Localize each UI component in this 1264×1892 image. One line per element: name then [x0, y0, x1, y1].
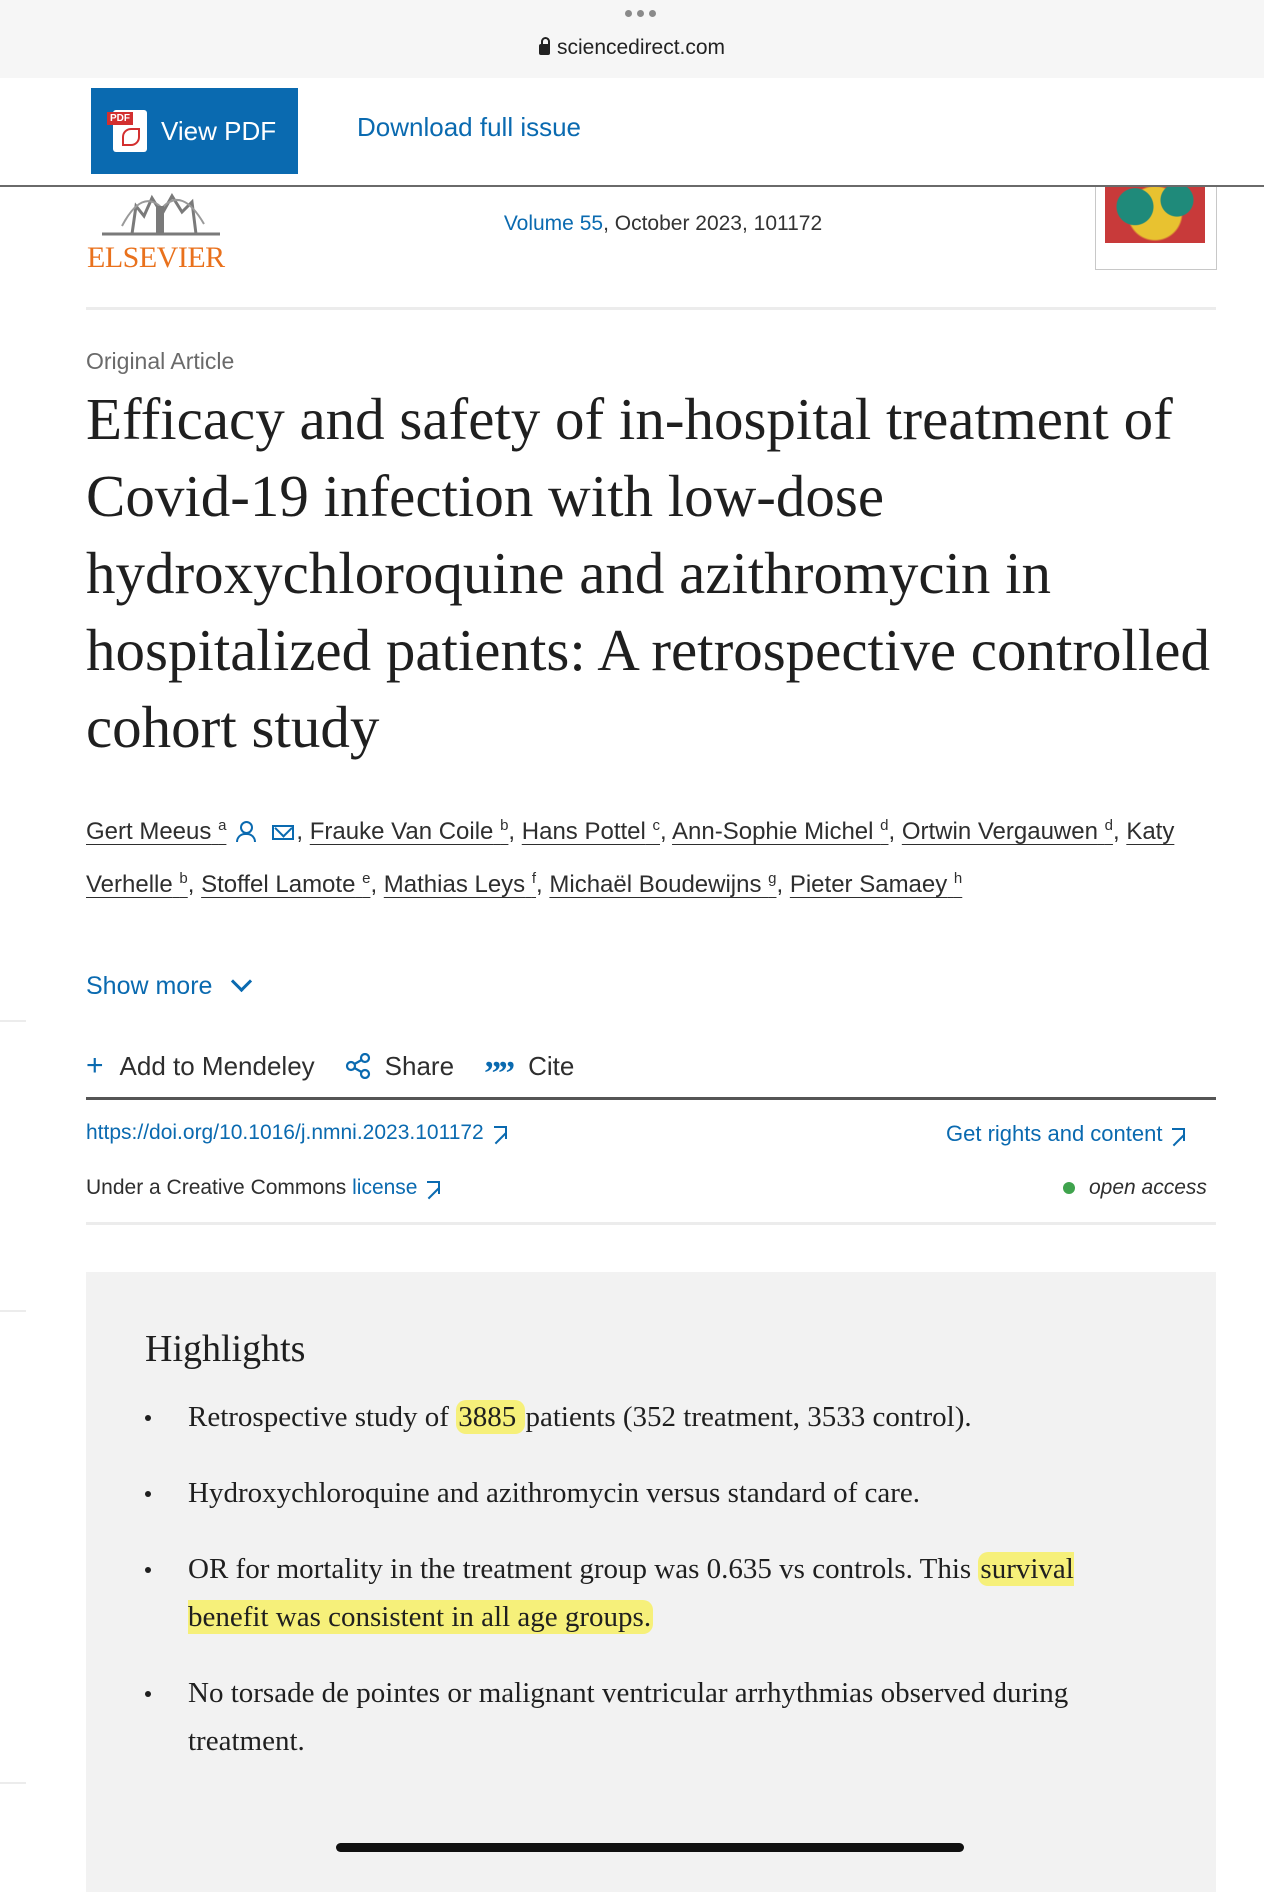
- highlighted-text: 3885: [458, 1401, 524, 1433]
- edge-divider: [0, 1782, 26, 1784]
- get-rights-link[interactable]: [946, 1121, 1185, 1147]
- share-label: Share: [384, 1050, 455, 1081]
- show-more-label: Show more: [86, 972, 213, 1000]
- highlight-text: No torsade de pointes or malignant ventricular arrhythmias observed during treatment.: [188, 1677, 1069, 1757]
- author-link[interactable]: [902, 818, 1113, 845]
- rights-text: Get rights and content: [946, 1121, 1163, 1146]
- author-affiliation: c: [652, 817, 661, 834]
- person-icon[interactable]: [236, 820, 256, 842]
- author-name: Gert Meeus: [86, 818, 212, 845]
- highlight-item: [145, 1669, 1155, 1765]
- open-access-label: open access: [1089, 1176, 1207, 1199]
- article-toolbar: [0, 78, 1264, 187]
- highlights-title: Highlights: [145, 1328, 306, 1370]
- external-link-icon: [1172, 1128, 1185, 1141]
- author-name: Hans Pottel: [521, 818, 646, 845]
- journal-cover-thumbnail[interactable]: [1095, 176, 1217, 270]
- chevron-down-icon: [231, 971, 252, 992]
- doi-text: https://doi.org/10.1016/j.nmni.2023.101172: [86, 1121, 484, 1144]
- author-link[interactable]: [790, 871, 962, 898]
- author-affiliation: b: [500, 817, 509, 834]
- highlight-item: [145, 1469, 1155, 1517]
- volume-link[interactable]: Volume 55: [503, 212, 604, 235]
- highlights-list: [145, 1393, 1155, 1793]
- divider: [86, 1097, 1216, 1100]
- browser-top-bar: [0, 0, 1264, 79]
- issue-date: , October 2023, 101172: [603, 212, 823, 235]
- author-link[interactable]: [522, 818, 660, 845]
- edge-divider: [0, 1310, 26, 1312]
- highlight-text: OR for mortality in the treatment group was 0.635 vs controls. This: [188, 1553, 979, 1585]
- quote-icon: ””: [484, 1055, 513, 1092]
- view-pdf-label: View PDF: [161, 115, 277, 146]
- elsevier-wordmark[interactable]: ELSEVIER: [87, 241, 225, 274]
- author-name: Ortwin Vergauwen: [901, 818, 1098, 845]
- address-bar[interactable]: [0, 36, 1264, 60]
- tab-overview-dots[interactable]: [620, 10, 660, 24]
- share-icon: [345, 1053, 371, 1079]
- highlight-text: Hydroxychloroquine and azithromycin versus standard of care.: [188, 1477, 921, 1509]
- cite-button[interactable]: [484, 1049, 575, 1092]
- home-indicator[interactable]: [336, 1843, 964, 1852]
- author-affiliation: e: [362, 870, 371, 887]
- pdf-icon: [113, 110, 147, 152]
- author-affiliation: d: [880, 817, 889, 834]
- author-link[interactable]: [384, 871, 536, 898]
- license-prefix: Under a Creative Commons: [86, 1176, 353, 1199]
- author-name: Mathias Leys: [383, 871, 526, 898]
- highlighted-text: survival benefit was consistent in all age groups.: [188, 1553, 1074, 1633]
- author-list: Gert Meeus $^a$ , Frauke Van Coile $^b$, Hans Pottel $^c$, Ann-Sophie Michel $^d$, Ortwin Vergauwen $^d$, Katy Verhelle $^b$, Stoffel Lamote $^e$, Mathias Leys $^f$, Michaël Boudewijns $^g$, Pieter Samaey $^h$: [86, 817, 1175, 898]
- open-access-dot-icon: [1063, 1182, 1075, 1194]
- highlight-text: patients (352 treatment, 3533 control).: [525, 1401, 972, 1433]
- add-to-mendeley-button[interactable]: [86, 1051, 315, 1082]
- author-name: Ann-Sophie Michel: [672, 818, 874, 845]
- author-affiliation: d: [1104, 817, 1113, 834]
- external-link-icon: [427, 1181, 440, 1194]
- volume-line: [0, 212, 1264, 236]
- author-link[interactable]: [672, 818, 888, 845]
- highlight-text: Retrospective study of: [188, 1401, 457, 1433]
- view-pdf-button[interactable]: [91, 88, 298, 174]
- doi-link[interactable]: [86, 1121, 507, 1145]
- article-actions: [86, 1048, 575, 1092]
- author-link[interactable]: [310, 818, 509, 845]
- external-link-icon: [494, 1126, 507, 1139]
- author-affiliation: a: [218, 817, 227, 834]
- download-full-issue-link[interactable]: Download full issue: [357, 112, 582, 142]
- article-type-label: Original Article: [86, 348, 235, 374]
- author-name: Michaël Boudewijns: [549, 871, 762, 898]
- license-link-text: license: [352, 1176, 418, 1199]
- add-to-mendeley-label: Add to Mendeley: [119, 1050, 315, 1081]
- article-title: Efficacy and safety of in-hospital treatment of Covid-19 infection with low-dose hydroxychloroquine and azithromycin in hospitalized patients: A retrospective controlled cohort study: [86, 386, 1210, 760]
- highlight-item: [145, 1393, 1155, 1441]
- author-name: Stoffel Lamote: [201, 871, 356, 898]
- share-button[interactable]: [345, 1051, 454, 1082]
- highlight-item: [145, 1545, 1155, 1641]
- edge-divider: [0, 1020, 26, 1022]
- author-link[interactable]: [86, 818, 226, 845]
- license-line: [86, 1176, 440, 1200]
- author-affiliation: f: [531, 870, 537, 887]
- show-more-button[interactable]: [86, 972, 249, 1001]
- plus-icon: +: [86, 1049, 104, 1082]
- lock-icon: [539, 44, 550, 55]
- open-access-badge: [1063, 1176, 1207, 1200]
- author-affiliation: b: [179, 870, 188, 887]
- author-link[interactable]: [549, 871, 776, 898]
- author-name: Frauke Van Coile: [309, 818, 494, 845]
- author-name: Katy Verhelle: [86, 818, 1175, 898]
- author-affiliation: g: [768, 870, 777, 887]
- author-link[interactable]: [201, 871, 370, 898]
- mail-icon[interactable]: [272, 825, 294, 840]
- cite-label: Cite: [528, 1050, 575, 1081]
- divider: [86, 1222, 1216, 1225]
- divider: [86, 307, 1216, 310]
- url-text: sciencedirect.com: [556, 36, 726, 59]
- license-link[interactable]: [352, 1176, 440, 1199]
- author-affiliation: h: [953, 870, 963, 887]
- author-name: Pieter Samaey: [789, 871, 948, 898]
